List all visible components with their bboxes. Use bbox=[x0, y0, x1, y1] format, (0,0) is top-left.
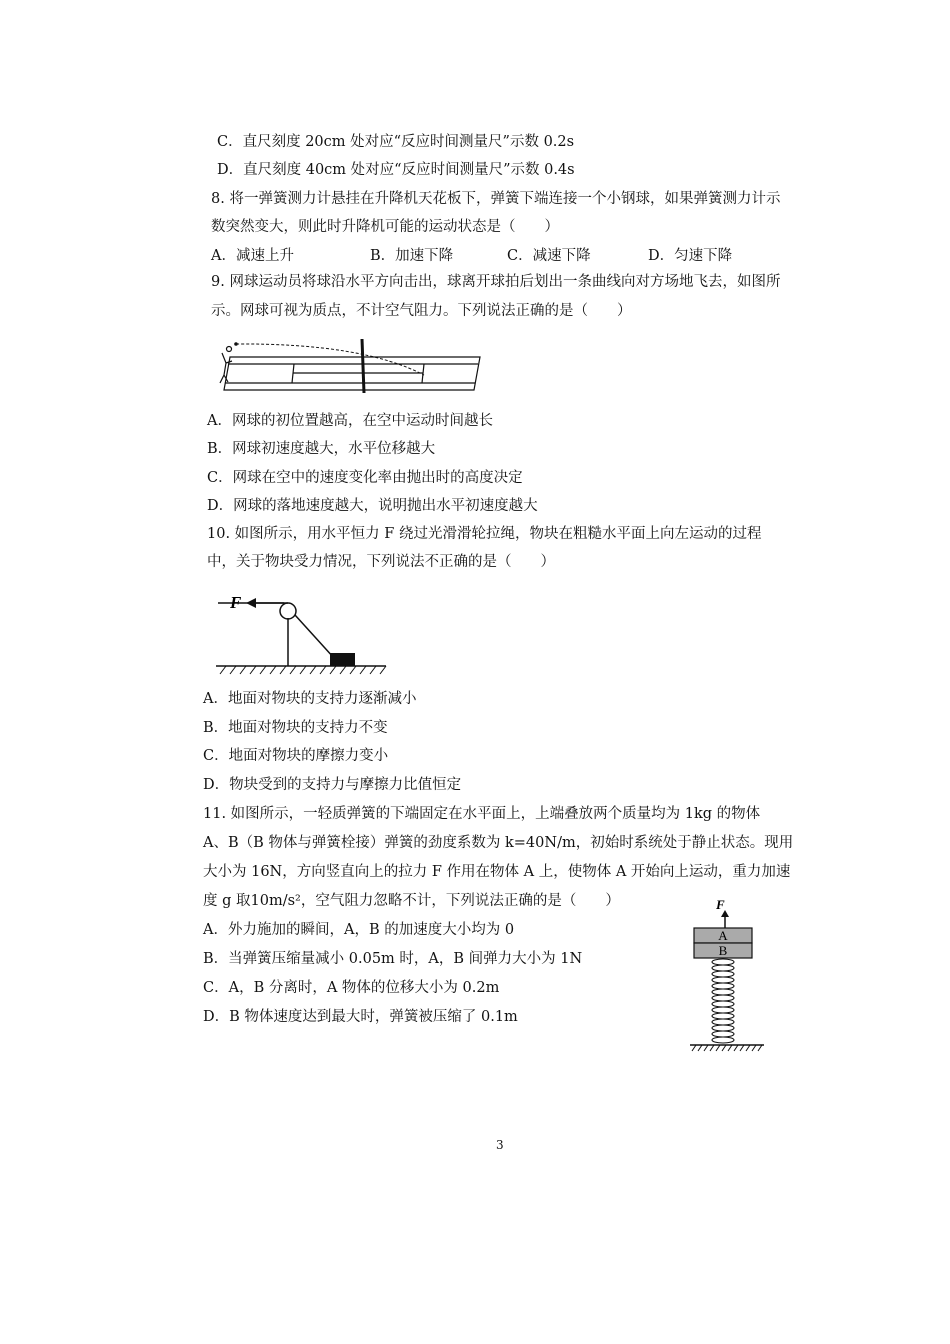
q10-stem-line2: 中，关于物块受力情况，下列说法不正确的是（ ） bbox=[207, 554, 555, 570]
q10-option-c: C．地面对物块的摩擦力变小 bbox=[203, 748, 389, 764]
q8-option-b: B．加速下降 bbox=[370, 248, 454, 264]
q8-stem-line1: 8. 将一弹簧测力计悬挂在升降机天花板下，弹簧下端连接一个小钢球，如果弹簧测力计示 bbox=[211, 191, 781, 207]
q9-stem-line2: 示。网球可视为质点，不计空气阻力。下列说法正确的是（ ） bbox=[211, 303, 632, 319]
block bbox=[330, 653, 355, 666]
q11-stem-line3: 大小为 16N，方向竖直向上的拉力 F 作用在物体 A 上，使物体 A 开始向上运动，重力加速 bbox=[203, 864, 791, 880]
q11-stem-line4: 度 g 取10m/s²，空气阻力忽略不计，下列说法正确的是（ ） bbox=[203, 893, 620, 909]
q9-option-c: C．网球在空中的速度变化率由抛出时的高度决定 bbox=[207, 470, 523, 486]
q10-option-b: B．地面对物块的支持力不变 bbox=[203, 720, 388, 736]
block-b-label: B bbox=[718, 943, 728, 958]
q10-stem-line1: 10. 如图所示，用水平恒力 F 绕过光滑滑轮拉绳，物块在粗糙水平面上向左运动的过程 bbox=[207, 526, 762, 542]
spring-force-label: F bbox=[716, 897, 725, 912]
q10-option-d: D．物块受到的支持力与摩擦力比值恒定 bbox=[203, 777, 462, 793]
q8-option-d: D．匀速下降 bbox=[648, 248, 733, 264]
q7-option-d: D．直尺刻度 40cm 处对应“反应时间测量尺”示数 0.4s bbox=[217, 162, 575, 178]
q9-option-a: A．网球的初位置越高，在空中运动时间越长 bbox=[207, 413, 493, 429]
force-label: F bbox=[230, 593, 242, 612]
q11-stem-line2: A、B（B 物体与弹簧栓接）弹簧的劲度系数为 k=40N/m，初始时系统处于静止状态。现用 bbox=[203, 835, 794, 851]
q7-option-c: C．直尺刻度 20cm 处对应“反应时间测量尺”示数 0.2s bbox=[217, 134, 575, 150]
q11-option-a: A．外力施加的瞬间，A，B 的加速度大小均为 0 bbox=[203, 922, 515, 938]
spring-figure bbox=[684, 895, 774, 1055]
q11-option-c: C．A，B 分离时，A 物体的位移大小为 0.2m bbox=[203, 980, 500, 996]
q10-option-a: A．地面对物块的支持力逐渐减小 bbox=[203, 691, 417, 707]
q11-option-b: B．当弹簧压缩量减小 0.05m 时，A，B 间弹力大小为 1N bbox=[203, 951, 583, 967]
tennis-court-figure bbox=[212, 335, 492, 405]
pulley-figure bbox=[214, 588, 394, 678]
q9-stem-line1: 9. 网球运动员将球沿水平方向击出，球离开球拍后划出一条曲线向对方场地飞去，如图所 bbox=[211, 274, 781, 290]
q8-option-c: C．减速下降 bbox=[507, 248, 591, 264]
page-number: 3 bbox=[496, 1138, 504, 1152]
q11-option-d: D．B 物体速度达到最大时，弹簧被压缩了 0.1m bbox=[203, 1009, 518, 1025]
q9-option-d: D．网球的落地速度越大，说明抛出水平初速度越大 bbox=[207, 498, 538, 514]
q9-option-b: B．网球初速度越大，水平位移越大 bbox=[207, 441, 436, 457]
q8-option-a: A．减速上升 bbox=[211, 248, 294, 264]
spring bbox=[712, 959, 734, 1043]
block-a-label: A bbox=[718, 928, 728, 943]
q8-stem-line2: 数突然变大，则此时升降机可能的运动状态是（ ） bbox=[211, 219, 559, 235]
q11-stem-line1: 11. 如图所示，一轻质弹簧的下端固定在水平面上，上端叠放两个质量均为 1kg 的物体 bbox=[203, 806, 761, 822]
